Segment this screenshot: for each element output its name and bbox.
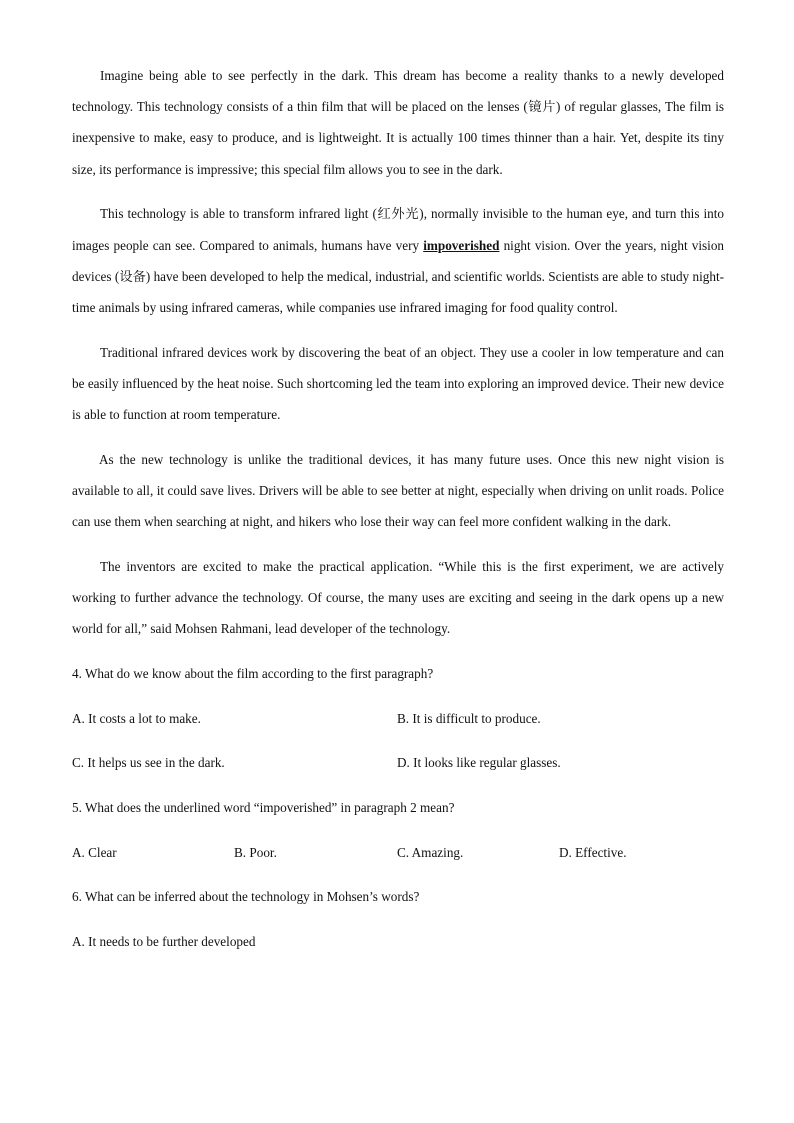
question-6-option-a: A. It needs to be further developed (72, 934, 256, 950)
question-4-option-b: B. It is difficult to produce. (397, 710, 541, 726)
question-4-option-a: A. It costs a lot to make. (72, 710, 201, 726)
question-4-options-row-2 (72, 747, 724, 778)
question-5-options-row (72, 837, 724, 868)
passage-paragraph-4: As the new technology is unlike the traditional devices, it has many future uses. Once this new night vision is available to all, it could save lives. Drivers will be able to see better at night, especially when driving on unlit roads. Police can use them when searching at night, and hikers who lose their way can feel more confident walking in the dark. (72, 451, 724, 530)
question-5-option-d: D. Effective. (559, 844, 627, 860)
question-5-stem: 5. What does the underlined word “impoverished” in paragraph 2 mean? (72, 800, 455, 816)
question-5-option-a: A. Clear (72, 844, 117, 860)
question-4-option-d: D. It looks like regular glasses. (397, 755, 561, 771)
passage-paragraph-3: Traditional infrared devices work by discovering the beat of an object. They use a cooler in low temperature and can be easily influenced by the heat noise. Such shortcoming led the team into exploring an improved device. Their new device is able to function at room temperature. (72, 344, 724, 423)
passage-paragraph-1: Imagine being able to see perfectly in the dark. This dream has become a reality thanks to a newly developed technology. This technology consists of a thin film that will be placed on the lenses (镜片) of regular glasses, The film is inexpensive to make, easy to produce, and is lightweight. It is actually 100 times thinner than a hair. Yet, despite its tiny size, its performance is impressive; this special film allows you to see in the dark. (72, 68, 724, 177)
paragraph-2-text-after: night vision. Over the years, night vision devices (设备) have been developed to help the medical, industrial, and scientific worlds. Scientists are able to study night-time animals by using infrared cameras, while companies use infrared imaging for food quality control. (72, 237, 725, 315)
paragraph-2-text-before: This technology is able to transform infrared light (红外光), normally invisible to the human eye, and turn this into images people can see. Compared to animals, humans have very (72, 206, 724, 253)
underlined-word: impoverished (423, 237, 500, 253)
passage-paragraph-2 (72, 198, 724, 323)
question-4-option-c: C. It helps us see in the dark. (72, 755, 225, 771)
question-6-stem: 6. What can be inferred about the technology in Mohsen’s words? (72, 889, 420, 905)
question-5-option-c: C. Amazing. (397, 844, 464, 860)
exam-page (72, 60, 724, 971)
question-4-stem: 4. What do we know about the film according to the first paragraph? (72, 665, 434, 681)
question-4-options-row-1 (72, 703, 724, 734)
passage-paragraph-5: The inventors are excited to make the practical application. “While this is the first experiment, we are actively working to further advance the technology. Of course, the many uses are exciting and seeing in the dark opens up a new world for all,” said Mohsen Rahmani, lead developer of the technology. (72, 558, 724, 637)
question-5-option-b: B. Poor. (234, 844, 277, 860)
